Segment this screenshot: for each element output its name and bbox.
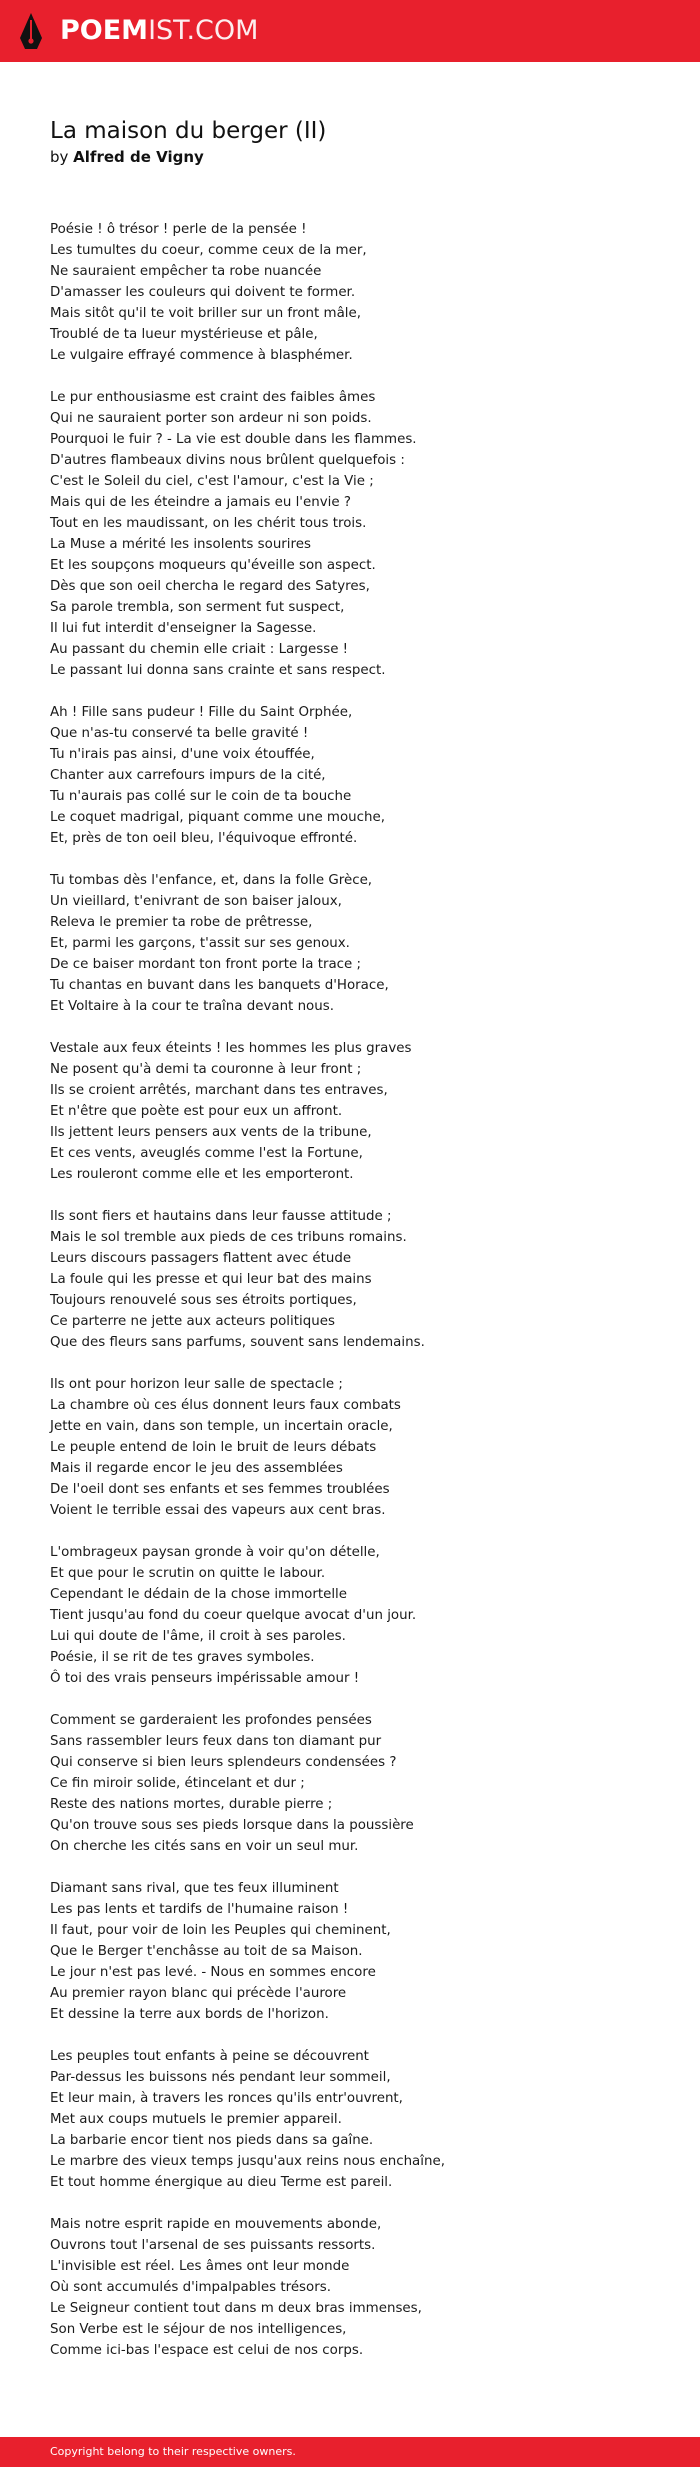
poem-line: Poésie ! ô trésor ! perle de la pensée !	[50, 222, 307, 237]
poem-line: Il lui fut interdit d'enseigner la Sagesse.	[50, 621, 317, 636]
poem-line: Que n'as-tu conservé ta belle gravité !	[50, 726, 309, 741]
poem-line: Ils se croient arrêtés, marchant dans tes entraves,	[50, 1083, 388, 1098]
poem-line: Le pur enthousiasme est craint des faibles âmes	[50, 390, 376, 405]
poem-line: Mais le sol tremble aux pieds de ces tribuns romains.	[50, 1230, 407, 1245]
poem-line: Et ces vents, aveuglés comme l'est la Fortune,	[50, 1146, 363, 1161]
poem-line: Toujours renouvelé sous ses étroits portiques,	[50, 1293, 357, 1308]
poem-stanza	[50, 1542, 670, 1689]
poem-line: Leurs discours passagers flattent avec étude	[50, 1251, 352, 1266]
author-name[interactable]: Alfred de Vigny	[73, 148, 204, 166]
poem-line: Tu chantas en buvant dans les banquets d'Horace,	[50, 978, 389, 993]
poem-line: Comment se garderaient les profondes pensées	[50, 1713, 372, 1728]
poem-line: La barbarie encor tient nos pieds dans sa gaîne.	[50, 2133, 374, 2148]
poem-line: La Muse a mérité les insolents sourires	[50, 537, 311, 552]
poem-line: Ô toi des vrais penseurs impérissable amour !	[50, 1671, 360, 1686]
poem-line: Tient jusqu'au fond du coeur quelque avocat d'un jour.	[50, 1608, 417, 1623]
poem-line: Et Voltaire à la cour te traîna devant nous.	[50, 999, 334, 1014]
poem-line: Ils sont fiers et hautains dans leur fausse attitude ;	[50, 1209, 392, 1224]
poem-line: Diamant sans rival, que tes feux illuminent	[50, 1881, 339, 1896]
logo-text-light: IST.COM	[148, 15, 259, 46]
poem-stanza	[50, 1374, 670, 1521]
poem-line: Poésie, il se rit de tes graves symboles.	[50, 1650, 315, 1665]
site-footer	[0, 2437, 700, 2467]
by-prefix: by	[50, 148, 74, 166]
poem-line: Les peuples tout enfants à peine se découvrent	[50, 2049, 369, 2064]
poem-line: La chambre où ces élus donnent leurs faux combats	[50, 1398, 401, 1413]
poem-line: Pourquoi le fuir ? - La vie est double dans les flammes.	[50, 432, 417, 447]
poem-stanza	[50, 1878, 670, 2025]
poem-line: Et leur main, à travers les ronces qu'ils entr'ouvrent,	[50, 2091, 403, 2106]
poem-stanza	[50, 1206, 670, 1353]
poem-line: Voient le terrible essai des vapeurs aux cent bras.	[50, 1503, 386, 1518]
poem-line: Et les soupçons moqueurs qu'éveille son aspect.	[50, 558, 376, 573]
logo-text-bold: POEM	[60, 15, 149, 46]
poem-line: On cherche les cités sans en voir un seul mur.	[50, 1839, 359, 1854]
poem-line: Comme ici-bas l'espace est celui de nos corps.	[50, 2343, 364, 2358]
poem-line: Et que pour le scrutin on quitte le labour.	[50, 1566, 326, 1581]
poem-line: De l'oeil dont ses enfants et ses femmes troublées	[50, 1482, 390, 1497]
poem-line: Où sont accumulés d'impalpables trésors.	[50, 2280, 331, 2295]
poem-line: Et, près de ton oeil bleu, l'équivoque effronté.	[50, 831, 358, 846]
poem-line: L'invisible est réel. Les âmes ont leur monde	[50, 2259, 350, 2274]
poem-line: De ce baiser mordant ton front porte la trace ;	[50, 957, 362, 972]
poem-line: Et n'être que poète est pour eux un affront.	[50, 1104, 343, 1119]
poem-line: Les pas lents et tardifs de l'humaine raison !	[50, 1902, 349, 1917]
poem-line: Mais qui de les éteindre a jamais eu l'envie ?	[50, 495, 351, 510]
poem-line: C'est le Soleil du ciel, c'est l'amour, c'est la Vie ;	[50, 474, 374, 489]
site-logo[interactable]	[60, 14, 258, 48]
poem-line: Cependant le dédain de la chose immortelle	[50, 1587, 348, 1602]
poem-line: Met aux coups mutuels le premier appareil.	[50, 2112, 342, 2127]
poem-line: Le vulgaire effrayé commence à blasphémer.	[50, 348, 353, 363]
poem-line: Qui ne sauraient porter son ardeur ni son poids.	[50, 411, 372, 426]
poem-line: Ah ! Fille sans pudeur ! Fille du Saint Orphée,	[50, 705, 353, 720]
byline	[50, 147, 204, 167]
poem-line: Tout en les maudissant, on les chérit tous trois.	[50, 516, 367, 531]
poem-line: Tu n'aurais pas collé sur le coin de ta bouche	[50, 789, 352, 804]
poem-line: Ne sauraient empêcher ta robe nuancée	[50, 264, 322, 279]
site-header	[0, 0, 700, 62]
poem-line: Mais sitôt qu'il te voit briller sur un front mâle,	[50, 306, 362, 321]
poem-line: Tu tombas dès l'enfance, et, dans la folle Grèce,	[50, 873, 373, 888]
poem-line: Le coquet madrigal, piquant comme une mouche,	[50, 810, 386, 825]
poem-line: Ouvrons tout l'arsenal de ses puissants ressorts.	[50, 2238, 376, 2253]
poem-line: Mais il regarde encor le jeu des assemblées	[50, 1461, 343, 1476]
poem-line: Le marbre des vieux temps jusqu'aux reins nous enchaîne,	[50, 2154, 445, 2169]
poem-line: Que le Berger t'enchâsse au toit de sa Maison.	[50, 1944, 363, 1959]
poem-line: Un vieillard, t'enivrant de son baiser jaloux,	[50, 894, 342, 909]
poem-line: Le jour n'est pas levé. - Nous en sommes encore	[50, 1965, 376, 1980]
poem-line: Et dessine la terre aux bords de l'horizon.	[50, 2007, 329, 2022]
poem-line: Mais notre esprit rapide en mouvements abonde,	[50, 2217, 382, 2232]
poem-line: Qu'on trouve sous ses pieds lorsque dans la poussière	[50, 1818, 414, 1833]
poem-line: Que des fleurs sans parfums, souvent sans lendemains.	[50, 1335, 425, 1350]
poem-line: Lui qui doute de l'âme, il croit à ses paroles.	[50, 1629, 346, 1644]
poem-line: D'autres flambeaux divins nous brûlent quelquefois :	[50, 453, 405, 468]
poem-stanza	[50, 2214, 670, 2361]
poem-line: Qui conserve si bien leurs splendeurs condensées ?	[50, 1755, 397, 1770]
poem-line: Releva le premier ta robe de prêtresse,	[50, 915, 313, 930]
poem-line: Dès que son oeil chercha le regard des Satyres,	[50, 579, 370, 594]
poem-line: Ce parterre ne jette aux acteurs politiques	[50, 1314, 335, 1329]
poem-stanza	[50, 1710, 670, 1857]
poem-line: Et tout homme énergique au dieu Terme est pareil.	[50, 2175, 393, 2190]
poem-line: Au premier rayon blanc qui précède l'aurore	[50, 1986, 347, 2001]
poem-stanza	[50, 387, 670, 681]
poem-line: Le Seigneur contient tout dans m deux bras immenses,	[50, 2301, 422, 2316]
poem-line: Reste des nations mortes, durable pierre ;	[50, 1797, 333, 1812]
poem-line: Ce fin miroir solide, étincelant et dur ;	[50, 1776, 305, 1791]
poem-line: La foule qui les presse et qui leur bat des mains	[50, 1272, 372, 1287]
poem-line: Troublé de ta lueur mystérieuse et pâle,	[50, 327, 318, 342]
poem-stanza	[50, 870, 670, 1017]
poem-line: Sans rassembler leurs feux dans ton diamant pur	[50, 1734, 382, 1749]
poem-line: Sa parole trembla, son serment fut suspect,	[50, 600, 345, 615]
poem-body	[50, 219, 670, 2382]
poem-line: L'ombrageux paysan gronde à voir qu'on dételle,	[50, 1545, 380, 1560]
poem-line: Chanter aux carrefours impurs de la cité,	[50, 768, 326, 783]
poem-line: Ils jettent leurs pensers aux vents de la tribune,	[50, 1125, 372, 1140]
poem-line: Tu n'irais pas ainsi, d'une voix étouffée,	[50, 747, 315, 762]
poem-line: Par-dessus les buissons nés pendant leur sommeil,	[50, 2070, 391, 2085]
poem-line: D'amasser les couleurs qui doivent te former.	[50, 285, 356, 300]
poem-line: Jette en vain, dans son temple, un incertain oracle,	[50, 1419, 393, 1434]
poem-line: Ils ont pour horizon leur salle de spectacle ;	[50, 1377, 343, 1392]
poem-line: Les rouleront comme elle et les emporteront.	[50, 1167, 354, 1182]
poem-line: Ne posent qu'à demi ta couronne à leur front ;	[50, 1062, 362, 1077]
poem-title: La maison du berger (II)	[50, 118, 327, 144]
pen-nib-icon[interactable]	[17, 11, 45, 51]
poem-line: Le peuple entend de loin le bruit de leurs débats	[50, 1440, 377, 1455]
poem-line: Il faut, pour voir de loin les Peuples qui cheminent,	[50, 1923, 391, 1938]
copyright-text: Copyright belong to their respective owners.	[50, 2445, 296, 2458]
poem-line: Au passant du chemin elle criait : Largesse !	[50, 642, 349, 657]
poem-line: Son Verbe est le séjour de nos intelligences,	[50, 2322, 347, 2337]
poem-stanza	[50, 2046, 670, 2193]
poem-line: Et, parmi les garçons, t'assit sur ses genoux.	[50, 936, 350, 951]
poem-line: Vestale aux feux éteints ! les hommes les plus graves	[50, 1041, 412, 1056]
poem-stanza	[50, 1038, 670, 1185]
poem-line: Les tumultes du coeur, comme ceux de la mer,	[50, 243, 367, 258]
poem-stanza	[50, 219, 670, 366]
poem-line: Le passant lui donna sans crainte et sans respect.	[50, 663, 386, 678]
poem-stanza	[50, 702, 670, 849]
